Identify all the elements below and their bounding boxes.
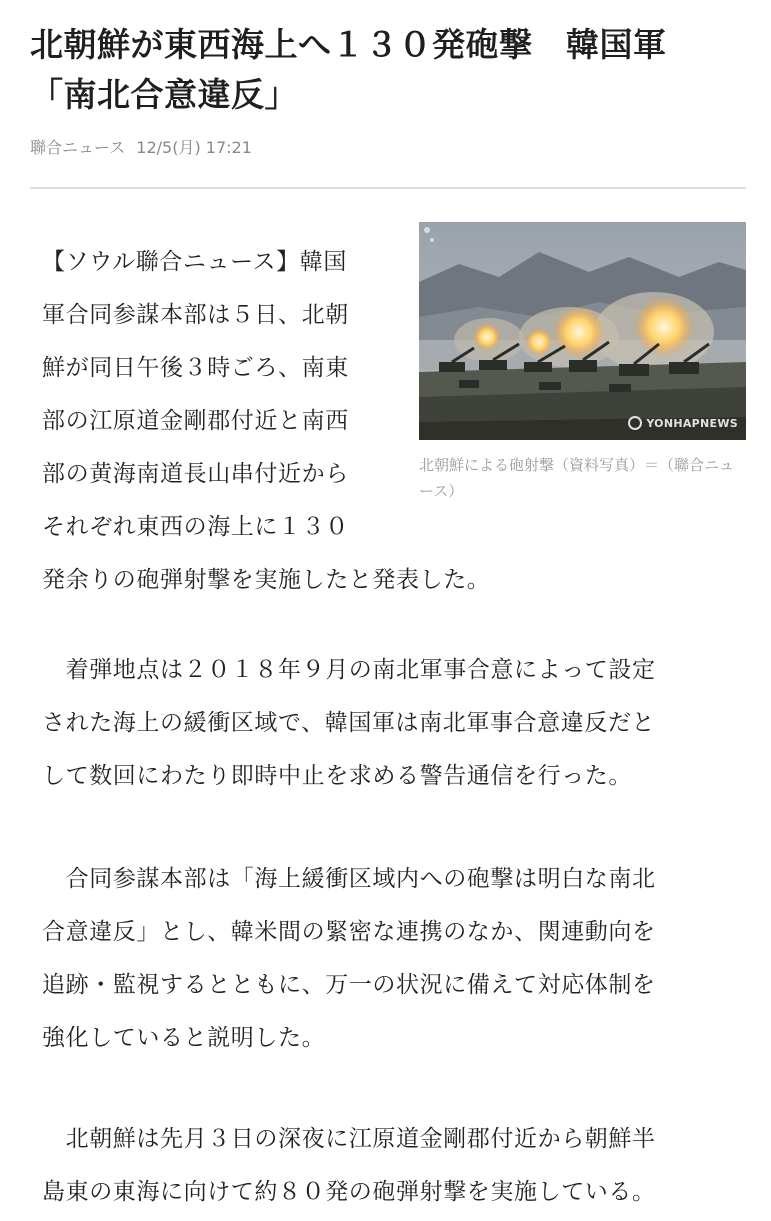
paragraph-line: 着弾地点は２０１８年９月の南北軍事合意によって設定 bbox=[42, 657, 656, 683]
article-title bbox=[30, 20, 750, 120]
paragraph-line: それぞれ東西の海上に１３０ bbox=[42, 514, 349, 540]
article-paragraph bbox=[42, 853, 656, 1065]
paragraph-line: 鮮が同日午後３時ごろ、南東 bbox=[42, 355, 349, 381]
article-title-line: 「南北合意違反」 bbox=[30, 75, 298, 114]
paragraph-line: して数回にわたり即時中止を求める警告通信を行った。 bbox=[42, 763, 632, 789]
paragraph-line: 発余りの砲弾射撃を実施したと発表した。 bbox=[42, 567, 491, 593]
article-paragraph bbox=[42, 236, 490, 607]
paragraph-line: 強化していると説明した。 bbox=[42, 1025, 326, 1051]
paragraph-line: 北朝鮮は先月３日の深夜に江原道金剛郡付近から朝鮮半 bbox=[42, 1126, 656, 1152]
photo-watermark-text: YONHAPNEWS bbox=[646, 416, 738, 430]
paragraph-line: 追跡・監視するとともに、万一の状況に備えて対応体制を bbox=[42, 972, 656, 998]
paragraph-line: 部の黄海南道長山串付近から bbox=[42, 461, 349, 487]
article-source[interactable]: 聯合ニュース bbox=[30, 138, 126, 157]
photo-caption: 北朝鮮による砲射撃（資料写真）＝（聯合ニュース） bbox=[419, 456, 735, 500]
yonhap-logo-icon bbox=[628, 416, 642, 430]
article-title-line: 北朝鮮が東西海上へ１３０発砲撃 韓国軍 bbox=[30, 25, 667, 64]
paragraph-line: 合同参謀本部は「海上緩衝区域内への砲撃は明白な南北 bbox=[42, 866, 656, 892]
article-meta bbox=[30, 136, 252, 160]
article-paragraph bbox=[42, 1113, 656, 1219]
paragraph-line: された海上の緩衝区域で、韓国軍は南北軍事合意違反だと bbox=[42, 710, 656, 736]
article-datetime: 12/5(月) 17:21 bbox=[136, 138, 252, 157]
article-paragraph bbox=[42, 644, 656, 803]
paragraph-line: 合意違反」とし、韓米間の緊密な連携のなか、関連動向を bbox=[42, 919, 656, 945]
divider bbox=[30, 187, 746, 189]
paragraph-line: 部の江原道金剛郡付近と南西 bbox=[42, 408, 349, 434]
paragraph-line: 【ソウル聯合ニュース】韓国 bbox=[42, 249, 347, 275]
paragraph-line: 島東の東海に向けて約８０発の砲弾射撃を実施している。 bbox=[42, 1179, 656, 1205]
paragraph-line: 軍合同参謀本部は５日、北朝 bbox=[42, 302, 349, 328]
photo-watermark bbox=[628, 416, 738, 430]
